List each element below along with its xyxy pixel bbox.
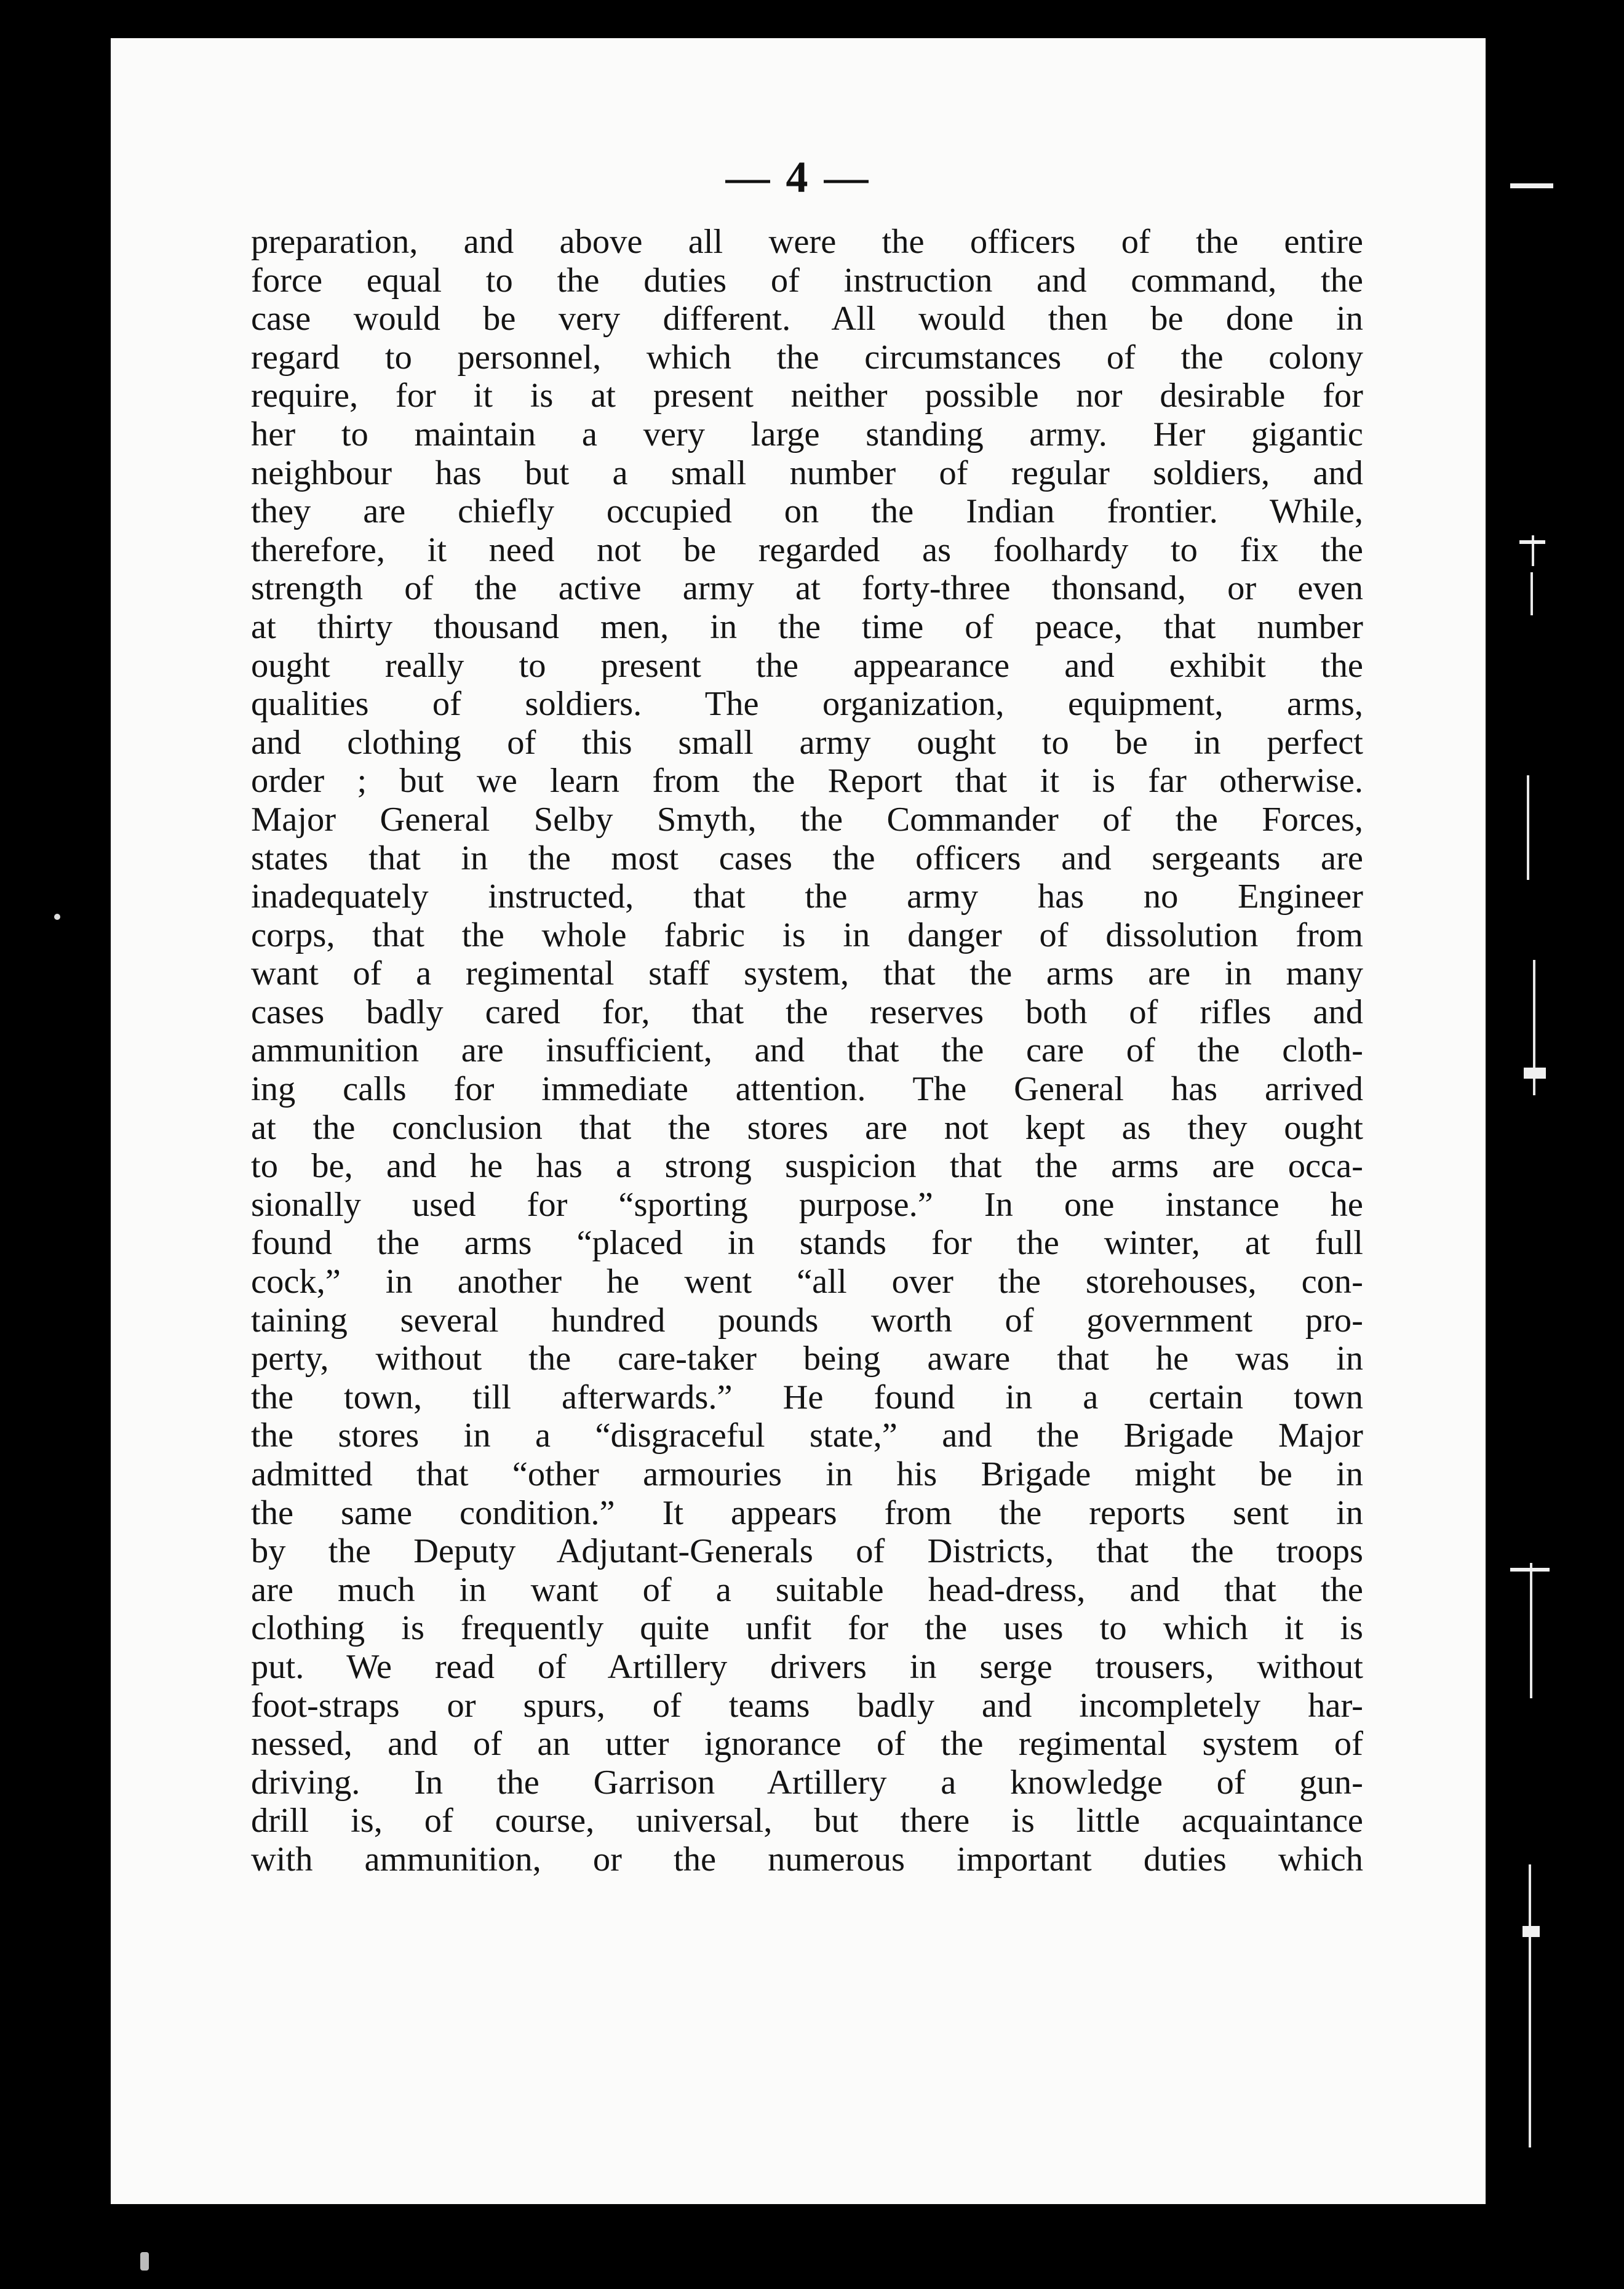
document-page <box>111 38 1486 2204</box>
text-line: the town, till afterwards.” He found in a certain town <box>251 1378 1363 1416</box>
text-line: ing calls for immediate attention. The General has arrived <box>251 1070 1363 1109</box>
dust-speck <box>54 914 60 920</box>
body-text <box>251 223 1363 1879</box>
binding-thread <box>1530 1563 1532 1698</box>
text-line: corps, that the whole fabric is in danger of dissolution from <box>251 916 1363 954</box>
text-line: cases badly cared for, that the reserves both of rifles and <box>251 993 1363 1031</box>
text-line: force equal to the duties of instruction and command, the <box>251 261 1363 300</box>
text-line: cock,” in another he went “all over the storehouses, con- <box>251 1263 1363 1301</box>
text-line: at the conclusion that the stores are not kept as they ought <box>251 1108 1363 1147</box>
binding-dash <box>1522 1926 1540 1937</box>
text-line: ought really to present the appearance and exhibit the <box>251 646 1363 685</box>
text-line: to be, and he has a strong suspicion that the arms are occa- <box>251 1147 1363 1186</box>
text-line: case would be very different. All would then be done in <box>251 300 1363 338</box>
binding-thread <box>1530 572 1533 615</box>
text-line: admitted that “other armouries in his Brigade might be in <box>251 1455 1363 1493</box>
text-line: her to maintain a very large standing army. Her gigantic <box>251 415 1363 453</box>
text-line: the stores in a “disgraceful state,” and the Brigade Major <box>251 1416 1363 1455</box>
text-line: states that in the most cases the officers and sergeants are <box>251 839 1363 877</box>
text-line: driving. In the Garrison Artillery a knowledge of gun- <box>251 1763 1363 1802</box>
text-line: want of a regimental staff system, that the arms are in many <box>251 954 1363 993</box>
text-line: ammunition are insufficient, and that the care of the cloth- <box>251 1031 1363 1070</box>
binding-thread <box>1529 1864 1531 2147</box>
text-line: clothing is frequently quite unfit for the uses to which it is <box>251 1609 1363 1648</box>
text-line: strength of the active army at forty-three thonsand, or even <box>251 569 1363 608</box>
page-number: — 4 — <box>725 153 871 202</box>
text-line: found the arms “placed in stands for the winter, at full <box>251 1224 1363 1263</box>
text-line: order ; but we learn from the Report that it is far otherwise. <box>251 762 1363 801</box>
binding-dash <box>1510 1568 1550 1572</box>
text-line: neighbour has but a small number of regular soldiers, and <box>251 453 1363 492</box>
text-line: qualities of soldiers. The organization, equipment, arms, <box>251 685 1363 724</box>
text-line: drill is, of course, universal, but there is little acquaintance <box>251 1802 1363 1840</box>
text-line: preparation, and above all were the officers of the entire <box>251 223 1363 261</box>
text-line: regard to personnel, which the circumstances of the colony <box>251 338 1363 377</box>
text-line: are much in want of a suitable head-dress, and that the <box>251 1570 1363 1609</box>
text-line: foot-straps or spurs, of teams badly and incompletely har- <box>251 1686 1363 1725</box>
text-line: taining several hundred pounds worth of government pro- <box>251 1301 1363 1340</box>
binding-dash <box>1519 540 1545 544</box>
binding-thread <box>1527 775 1529 880</box>
text-line: the same condition.” It appears from the reports sent in <box>251 1493 1363 1532</box>
text-line: therefore, it need not be regarded as foolhardy to fix the <box>251 530 1363 569</box>
binding-dash <box>1510 183 1553 188</box>
text-line: they are chiefly occupied on the Indian frontier. While, <box>251 492 1363 531</box>
text-line: nessed, and of an utter ignorance of the regimental system of <box>251 1725 1363 1764</box>
text-line: inadequately instructed, that the army has no Engineer <box>251 877 1363 916</box>
text-line: and clothing of this small army ought to be in perfect <box>251 723 1363 762</box>
text-line: sionally used for “sporting purpose.” In one instance he <box>251 1185 1363 1224</box>
text-line: Major General Selby Smyth, the Commander of the Forces, <box>251 800 1363 839</box>
text-line: with ammunition, or the numerous important duties which <box>251 1840 1363 1879</box>
text-line: by the Deputy Adjutant-Generals of Districts, that the troops <box>251 1532 1363 1571</box>
text-line: put. We read of Artillery drivers in serge trousers, without <box>251 1647 1363 1686</box>
text-line: at thirty thousand men, in the time of peace, that number <box>251 607 1363 646</box>
binding-margin <box>1486 0 1624 2289</box>
text-line: perty, without the care-taker being aware that he was in <box>251 1340 1363 1378</box>
text-line: require, for it is at present neither possible nor desirable for <box>251 377 1363 415</box>
dust-speck <box>140 2252 149 2271</box>
binding-dash <box>1524 1068 1546 1079</box>
